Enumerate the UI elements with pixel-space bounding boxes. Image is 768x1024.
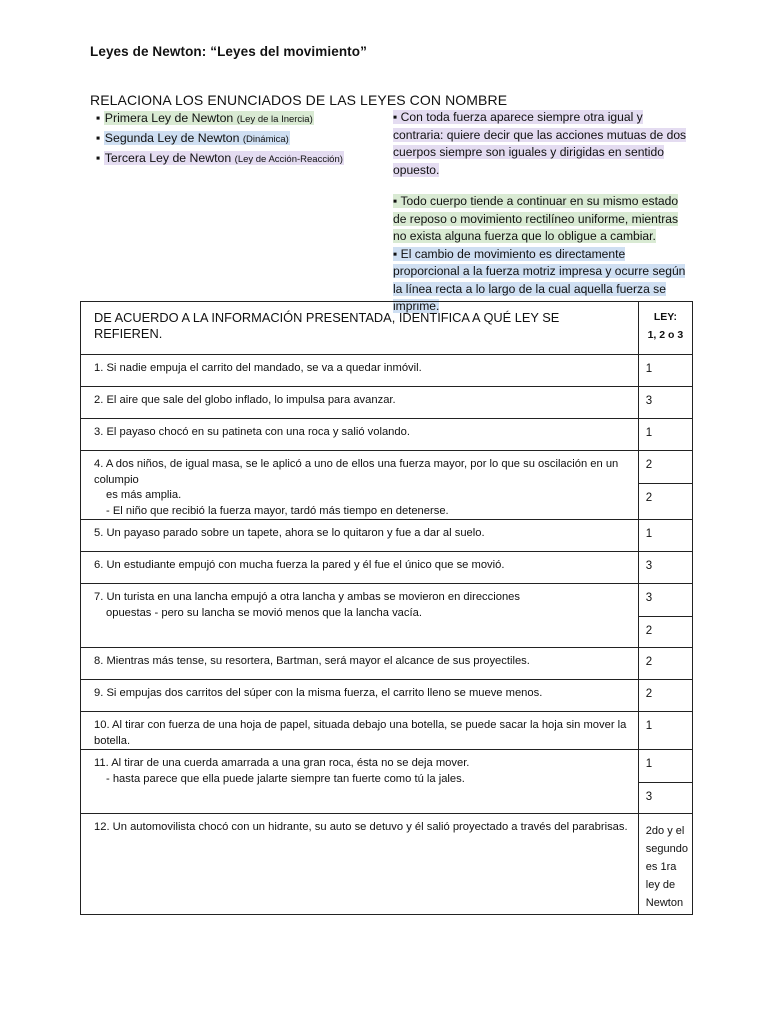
question-text: 9. Si empujas dos carritos del súper con la misma fuerza, el carrito lleno se mueve menos. [94,687,543,699]
question-text: opuestas - pero su lancha se movió menos que la lancha vacía. [106,606,422,619]
statement-text: Con toda fuerza aparece siempre otra igual y contraria: quiere decir que las acciones mutuas de dos cuerpos siempre son iguales y dirigidas en sentido opuesto. [393,110,687,177]
law-names-list [96,109,344,169]
answer-cell [638,712,692,750]
question-cell [81,712,639,750]
bullet-icon: ▪ [393,194,398,208]
table-row [81,419,693,451]
question-text: 1. Si nadie empuja el carrito del mandado, se va a quedar inmóvil. [94,362,422,374]
answer-value[interactable]: 3 [645,592,653,604]
question-text: 11. Al tirar de una cuerda amarrada a una gran roca, ésta no se deja mover. [94,757,470,769]
law-subtitle: (Dinámica) [242,134,289,145]
header-answer-label: LEY: [653,311,677,323]
bullet-icon: ▪ [96,151,101,165]
question-text: 2. El aire que sale del globo inflado, lo impulsa para avanzar. [94,394,396,406]
law-subtitle: (Ley de Acción-Reacción) [234,154,343,165]
answer-value[interactable]: 3 [645,560,653,572]
law-statements [393,109,693,316]
answer-value[interactable]: 3 [639,782,692,814]
statement-highlight [393,194,678,243]
table-row [81,814,693,915]
table-row [81,355,693,387]
table-row [81,712,693,750]
question-cell [81,814,639,915]
question-cell [81,648,639,680]
bullet-icon: ▪ [393,110,398,124]
bullet-icon: ▪ [393,246,398,261]
question-text: 5. Un payaso parado sobre un tapete, ahora se lo quitaron y fue a dar al suelo. [94,527,485,539]
answer-cell [638,419,692,451]
table-row [81,750,693,814]
question-text: 12. Un automovilista chocó con un hidrante, su auto se detuvo y él salió proyectado a través del parabrisas. [94,821,628,833]
law-item-1 [96,109,344,129]
answer-cell [638,648,692,680]
law-name: Primera Ley de Newton [104,111,234,125]
answer-cell [638,750,692,814]
question-text: 6. Un estudiante empujó con mucha fuerza la pared y él fue el único que se movió. [94,559,505,571]
answer-cell [638,680,692,712]
table-row [81,520,693,552]
answer-cell [638,520,692,552]
statement-2 [393,193,693,246]
table-row [81,648,693,680]
answer-value[interactable]: 1 [645,720,653,732]
answer-value[interactable]: 1 [645,528,653,540]
table-row [81,584,693,648]
statement-1 [393,109,693,179]
table-header-row [81,302,693,355]
answer-value[interactable]: 1 [645,758,653,770]
answer-cell [638,451,692,520]
document-title: Leyes de Newton: “Leyes del movimiento” [90,44,367,59]
question-text: 3. El payaso chocó en su patineta con una roca y salió volando. [94,426,410,438]
bullet-icon: ▪ [96,131,101,145]
law-name: Tercera Ley de Newton [104,151,232,165]
answer-value[interactable]: 1 [645,427,653,439]
statement-text: El cambio de movimiento es directamente proporcional a la fuerza motriz impresa y ocurre según la línea recta a lo largo de la cual aquella fuerza se imprime. [393,246,686,313]
question-cell [81,680,639,712]
bullet-icon: ▪ [96,111,101,125]
question-cell [81,355,639,387]
law-item-3 [96,149,344,169]
answer-cell [638,552,692,584]
statement-text: Todo cuerpo tiende a continuar en su mismo estado de reposo o movimiento rectilíneo uniforme, mientras no exista alguna fuerza que lo obligue a cambiar. [393,194,679,243]
question-cell [81,387,639,419]
statement-highlight [393,110,686,177]
answer-value[interactable]: 2do y el segundo es 1ra ley de Newton [645,825,689,909]
question-text: 10. Al tirar con fuerza de una hoja de papel, situada debajo una botella, se puede sacar la hoja sin mover la botella. [94,719,627,747]
answer-value[interactable]: 2 [639,483,692,515]
header-answer-options: 1, 2 o 3 [647,329,684,341]
header-question: DE ACUERDO A LA INFORMACIÓN PRESENTADA, IDENTIFICA A QUÉ LEY SE REFIEREN. [81,302,639,355]
answer-cell [638,355,692,387]
question-text: - El niño que recibió la fuerza mayor, tardó más tiempo en detenerse. [106,504,449,517]
answer-value[interactable]: 2 [639,616,692,648]
answer-cell [638,387,692,419]
law-item-2 [96,129,344,149]
table-row [81,451,693,520]
table-row [81,552,693,584]
answer-value[interactable]: 3 [645,395,653,407]
question-text: - hasta parece que ella puede jalarte siempre tan fuerte como tú la jales. [106,772,465,785]
question-cell [81,552,639,584]
law-name: Segunda Ley de Newton [104,131,240,145]
question-cell [81,750,639,814]
question-text: 4. A dos niños, de igual masa, se le aplicó a uno de ellos una fuerza mayor, por lo que su oscilación en un columpio [94,458,619,486]
question-cell [81,520,639,552]
answer-value[interactable]: 2 [645,656,653,668]
answer-cell [638,584,692,648]
question-cell [81,451,639,520]
law-subtitle: (Ley de la Inercia) [236,114,313,125]
question-table [80,301,693,915]
instruction-heading: RELACIONA LOS ENUNCIADOS DE LAS LEYES CON NOMBRE [90,92,508,108]
question-text: 7. Un turista en una lancha empujó a otra lancha y ambas se movieron en direcciones [94,591,520,603]
table-row [81,387,693,419]
answer-value[interactable]: 1 [645,363,653,375]
answer-value[interactable]: 2 [645,459,653,471]
question-text: es más amplia. [106,489,182,501]
answer-value[interactable]: 2 [645,688,653,700]
table-row [81,680,693,712]
answer-cell [638,814,692,915]
question-cell [81,584,639,648]
header-answer [638,302,692,355]
question-text: 8. Mientras más tense, su resortera, Bartman, será mayor el alcance de sus proyectiles. [94,655,530,667]
question-cell [81,419,639,451]
